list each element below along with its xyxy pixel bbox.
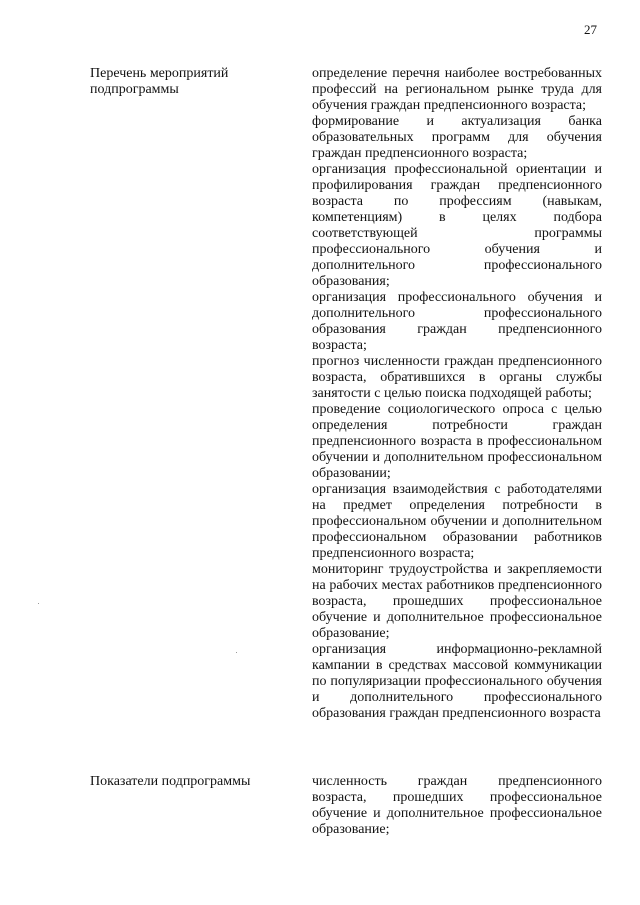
list-item: проведение социологического опроса с целью определения потребности граждан предпенсионного возраста в профессиональном обучении и дополнительном профессиональном образовании; bbox=[312, 402, 602, 481]
program-activities-row bbox=[90, 66, 602, 722]
row-label: Перечень мероприятий подпрограммы bbox=[90, 66, 229, 97]
activities-list bbox=[312, 66, 602, 722]
list-item: формирование и актуализация банка образовательных программ для обучения граждан предпенсионного возраста; bbox=[312, 114, 602, 161]
scan-speck bbox=[236, 652, 237, 653]
list-item: организация взаимодействия с работодателями на предмет определения потребности в профессиональном обучении и дополнительном профессиональном образовании работников предпенсионного возраста; bbox=[312, 482, 602, 561]
scan-speck bbox=[38, 603, 39, 604]
list-item: прогноз численности граждан предпенсионного возраста, обратившихся в органы службы занятости с целью поиска подходящей работы; bbox=[312, 354, 602, 401]
row-label: Показатели подпрограммы bbox=[90, 774, 251, 789]
program-indicators-row bbox=[90, 774, 602, 838]
list-item: организация профессиональной ориентации и профилирования граждан предпенсионного возраста по профессиям (навыкам, компетенциям) в целях подбора соответствующей программы профессионального обучения и дополнительного профессионального образования; bbox=[312, 162, 602, 289]
indicators-list bbox=[312, 774, 602, 838]
list-item: численность граждан предпенсионного возраста, прошедших профессиональное обучение и дополнительное профессиональное образование; bbox=[312, 774, 602, 837]
list-item: организация профессионального обучения и дополнительного профессионального образования граждан предпенсионного возраста; bbox=[312, 290, 602, 353]
list-item: организация информационно-рекламной кампании в средствах массовой коммуникации по популяризации профессионального обучения и дополнительного профессионального образования граждан предпенсионного возраста bbox=[312, 642, 602, 721]
list-item: мониторинг трудоустройства и закрепляемости на рабочих местах работников предпенсионного возраста, прошедших профессиональное обучение и дополнительное профессиональное образование; bbox=[312, 562, 602, 641]
page-number: 27 bbox=[584, 22, 597, 37]
list-item: определение перечня наиболее востребованных профессий на региональном рынке труда для обучения граждан предпенсионного возраста; bbox=[312, 66, 602, 113]
